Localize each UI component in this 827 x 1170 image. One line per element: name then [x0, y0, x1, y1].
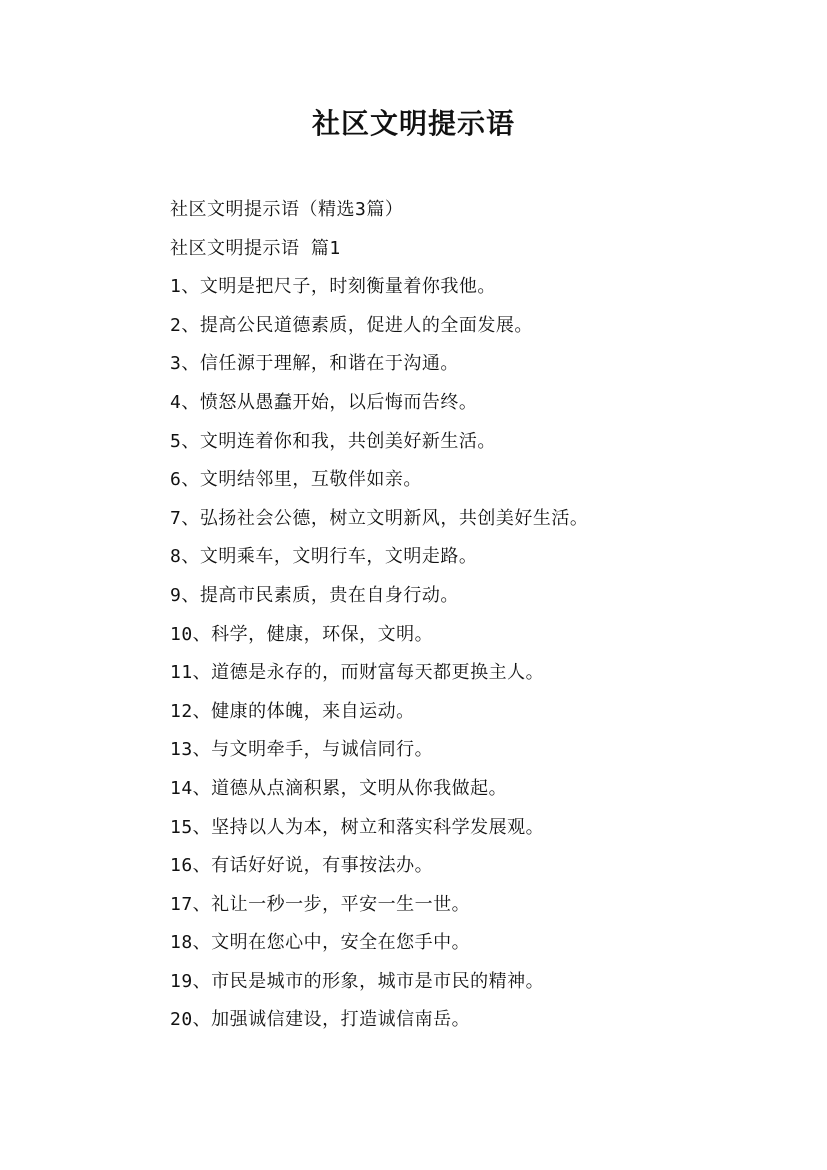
list-item: 12、健康的体魄，来自运动。	[170, 700, 415, 722]
list-item: 14、道德从点滴积累，文明从你我做起。	[170, 777, 508, 799]
section-heading: 社区文明提示语 篇1	[170, 237, 341, 259]
list-item: 1、文明是把尺子，时刻衡量着你我他。	[170, 276, 496, 298]
list-item: 16、有话好好说，有事按法办。	[170, 855, 434, 877]
list-item: 3、信任源于理解，和谐在于沟通。	[170, 353, 459, 375]
list-item: 15、坚持以人为本，树立和落实科学发展观。	[170, 816, 545, 838]
list-item: 19、市民是城市的形象，城市是市民的精神。	[170, 970, 545, 992]
list-item: 8、文明乘车，文明行车，文明走路。	[170, 546, 478, 568]
document-body	[170, 191, 790, 1040]
list-item: 5、文明连着你和我，共创美好新生活。	[170, 430, 496, 452]
list-item: 2、提高公民道德素质，促进人的全面发展。	[170, 314, 533, 336]
list-item: 6、文明结邻里，互敬伴如亲。	[170, 469, 422, 491]
list-item: 18、文明在您心中，安全在您手中。	[170, 932, 471, 954]
list-item: 17、礼让一秒一步，平安一生一世。	[170, 893, 471, 915]
list-item: 13、与文明牵手，与诚信同行。	[170, 739, 434, 761]
list-item: 7、弘扬社会公德，树立文明新风，共创美好生活。	[170, 507, 589, 529]
list-item: 4、愤怒从愚蠢开始，以后悔而告终。	[170, 391, 478, 413]
list-item: 11、道德是永存的，而财富每天都更换主人。	[170, 662, 545, 684]
subtitle: 社区文明提示语（精选3篇）	[170, 199, 404, 220]
page-title: 社区文明提示语	[311, 107, 515, 140]
list-item: 20、加强诚信建设，打造诚信南岳。	[170, 1009, 471, 1031]
list-item: 10、科学，健康，环保，文明。	[170, 623, 434, 645]
list-item: 9、提高市民素质，贵在自身行动。	[170, 584, 459, 606]
